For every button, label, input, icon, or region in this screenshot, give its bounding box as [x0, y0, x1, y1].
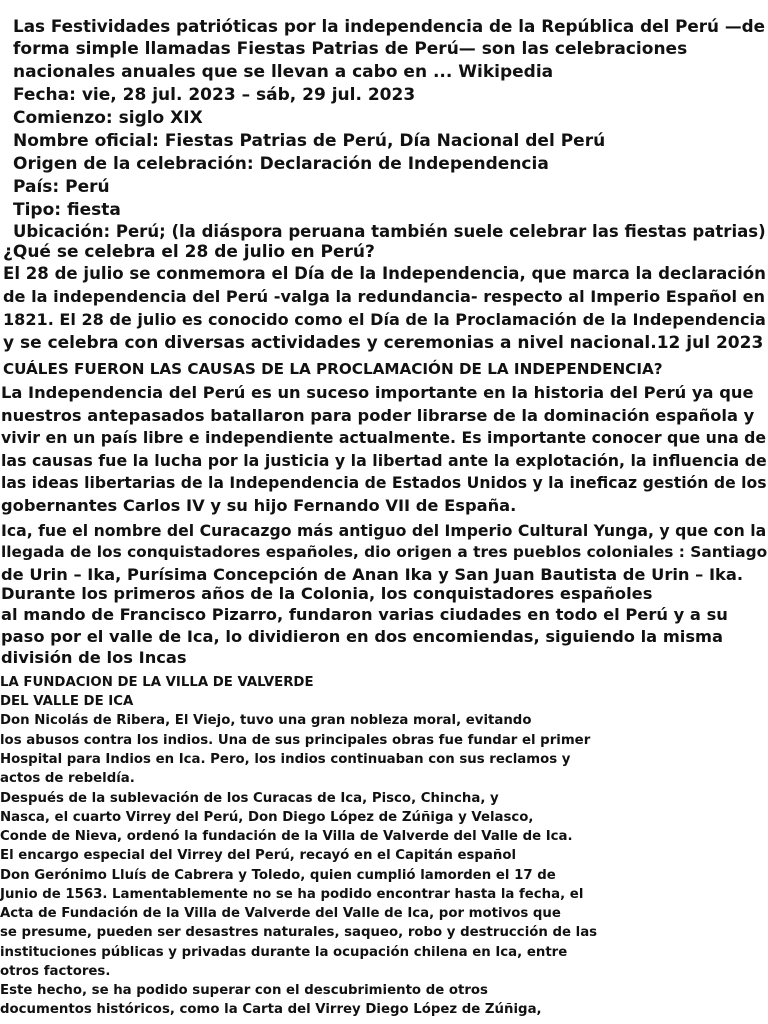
fundacion-line: actos de rebeldía. [0, 771, 135, 786]
intro-line: Fecha: vie, 28 jul. 2023 – sáb, 29 jul. 2023 [13, 85, 416, 105]
answer-line: de la independencia del Perú -valga la redundancia- respecto al Imperio Español en [3, 287, 766, 306]
ica-line: división de los Incas [1, 648, 187, 667]
intro-line: Comienzo: siglo XIX [13, 108, 203, 128]
ica-line: al mando de Francisco Pizarro, fundaron varias ciudades en todo el Perú y a su [1, 605, 728, 624]
fundacion-heading: DEL VALLE DE ICA [0, 694, 134, 709]
fundacion-line: Conde de Nieva, ordenó la fundación de la Villa de Valverde del Valle de Ica. [0, 829, 573, 844]
fundacion-heading: LA FUNDACION DE LA VILLA DE VALVERDE [0, 675, 314, 690]
fundacion-line: Don Gerónimo Lluís de Cabrera y Toledo, quien cumplió lamorden el 17 de [0, 868, 556, 883]
intro-line: País: Perú [13, 177, 110, 197]
fundacion-line: Don Nicolás de Ribera, El Viejo, tuvo una gran nobleza moral, evitando [0, 713, 532, 728]
fundacion-line: instituciones públicas y privadas durante la ocupación chilena en Ica, entre [0, 945, 568, 960]
causes-line: las causas fue la lucha por la justicia y la libertad ante la explotación, la influencia de [1, 451, 767, 470]
intro-line: Ubicación: Perú; (la diáspora peruana también suele celebrar las fiestas patrias) [13, 222, 766, 241]
fundacion-line: los abusos contra los indios. Una de sus principales obras fue fundar el primer [0, 733, 591, 748]
answer-line: El 28 de julio se conmemora el Día de la Independencia, que marca la declaración [3, 264, 766, 283]
causes-line: La Independencia del Perú es un suceso importante en la historia del Perú ya que [1, 383, 754, 402]
fundacion-line: documentos históricos, como la Carta del Virrey Diego López de Zúñiga, [0, 1002, 542, 1017]
answer-line: y se celebra con diversas actividades y ceremonias a nivel nacional.12 jul 2023 [3, 333, 764, 353]
intro-line: forma simple llamadas Fiestas Patrias de Perú— son las celebraciones [13, 39, 688, 59]
intro-line: nacionales anuales que se llevan a cabo en ... Wikipedia [13, 62, 554, 82]
intro-line: Tipo: fiesta [13, 200, 121, 220]
ica-line: llegada de los conquistadores españoles, dio origen a tres pueblos coloniales : Santiago [1, 543, 768, 561]
ica-line: Durante los primeros años de la Colonia, los conquistadores españoles [1, 584, 653, 603]
causes-line: gobernantes Carlos IV y su hijo Fernando VII de España. [1, 496, 517, 515]
intro-line: Las Festividades patrióticas por la independencia de la República del Perú —de [13, 16, 765, 36]
causes-line: las ideas libertarias de la Independencia de Estados Unidos y la ineficaz gestión de los [1, 473, 767, 492]
causes-line: vivir en un país libre e independiente actualmente. Es importante conocer que una de [1, 428, 767, 447]
question-heading: ¿Qué se celebra el 28 de julio en Perú? [3, 242, 375, 262]
ica-line: paso por el valle de Ica, lo dividieron en dos encomiendas, siguiendo la misma [1, 627, 724, 646]
fundacion-line: Junio de 1563. Lamentablemente no se ha podido encontrar hasta la fecha, el [0, 887, 584, 902]
fundacion-line: se presume, pueden ser desastres naturales, saqueo, robo y destrucción de las [0, 925, 598, 940]
fundacion-line: Después de la sublevación de los Curacas de Ica, Pisco, Chincha, y [0, 791, 499, 806]
answer-line: 1821. El 28 de julio es conocido como el Día de la Proclamación de la Independencia [3, 310, 766, 329]
fundacion-line: Este hecho, se ha podido superar con el descubrimiento de otros [0, 983, 488, 998]
causes-heading: CUÁLES FUERON LAS CAUSAS DE LA PROCLAMACIÓN DE LA INDEPENDENCIA? [3, 360, 663, 378]
ica-line: Ica, fue el nombre del Curacazgo más antiguo del Imperio Cultural Yunga, y que con la [1, 521, 767, 540]
fundacion-line: Hospital para Indios en Ica. Pero, los indios continuaban con sus reclamos y [0, 752, 571, 767]
intro-line: Origen de la celebración: Declaración de Independencia [13, 154, 549, 174]
causes-line: nuestros antepasados batallaron para poder librarse de la dominación española y [1, 406, 755, 425]
fundacion-line: Acta de Fundación de la Villa de Valverde del Valle de Ica, por motivos que [0, 906, 561, 921]
intro-line: Nombre oficial: Fiestas Patrias de Perú, Día Nacional del Perú [13, 131, 606, 151]
fundacion-line: Nasca, el cuarto Virrey del Perú, Don Diego López de Zúñiga y Velasco, [0, 810, 534, 825]
fundacion-line: otros factores. [0, 964, 111, 979]
fundacion-line: El encargo especial del Virrey del Perú, recayó en el Capitán español [0, 848, 517, 863]
ica-line: de Urin – Ika, Purísima Concepción de Anan Ika y San Juan Bautista de Urin – Ika. [1, 565, 744, 584]
